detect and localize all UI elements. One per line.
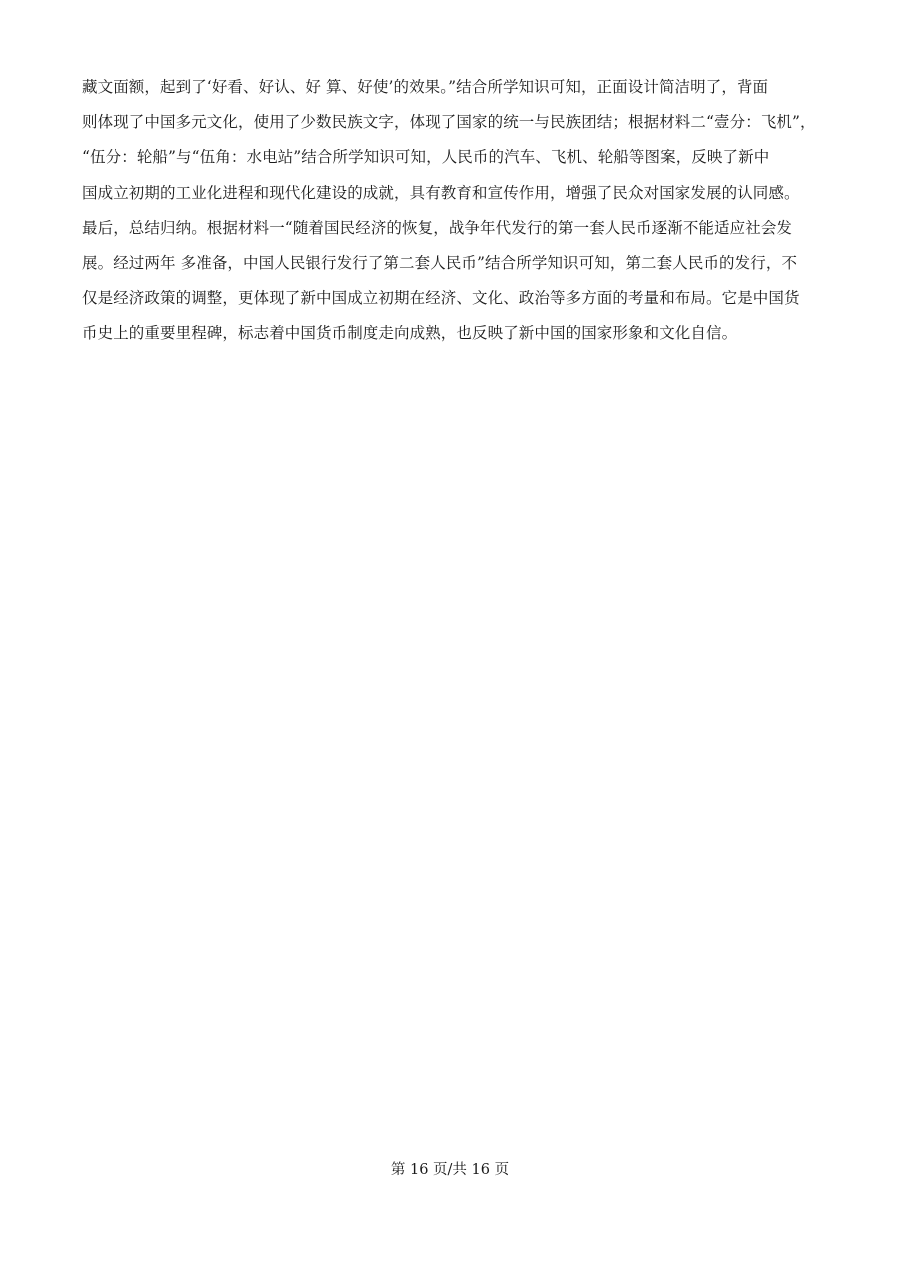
text-line: 仅是经济政策的调整，更体现了新中国成立初期在经济、文化、政治等多方面的考量和布局。它是中国货 — [82, 289, 800, 308]
text-line: 藏文面额，起到了‘好看、好认、好 算、好使’的效果。”结合所学知识可知，正面设计简洁明了，背面 — [82, 78, 769, 96]
text-line: 展。经过两年 多准备，中国人民银行发行了第二套人民币”结合所学知识可知，第二套人民币的发行，不 — [82, 254, 798, 273]
text-line: 国成立初期的工业化进程和现代化建设的成就，具有教育和宣传作用，增强了民众对国家发展的认同感。 — [82, 183, 800, 202]
text-line: “伍分：轮船”与“伍角：水电站”结合所学知识可知，人民币的汽车、飞机、轮船等图案，反映了新中 — [82, 148, 770, 167]
text-line: 币史上的重要里程碑，标志着中国货币制度走向成熟，也反映了新中国的国家形象和文化自信。 — [82, 324, 738, 343]
text-line: 则体现了中国多元文化，使用了少数民族文字，体现了国家的统一与民族团结；根据材料二“壹分：飞机”， — [82, 113, 816, 132]
body-paragraph — [82, 70, 822, 352]
text-line: 最后，总结归纳。根据材料一“随着国民经济的恢复，战争年代发行的第一套人民币逐渐不能适应社会发 — [82, 218, 793, 237]
page-number-footer: 第 16 页/共 16 页 — [390, 1162, 510, 1178]
